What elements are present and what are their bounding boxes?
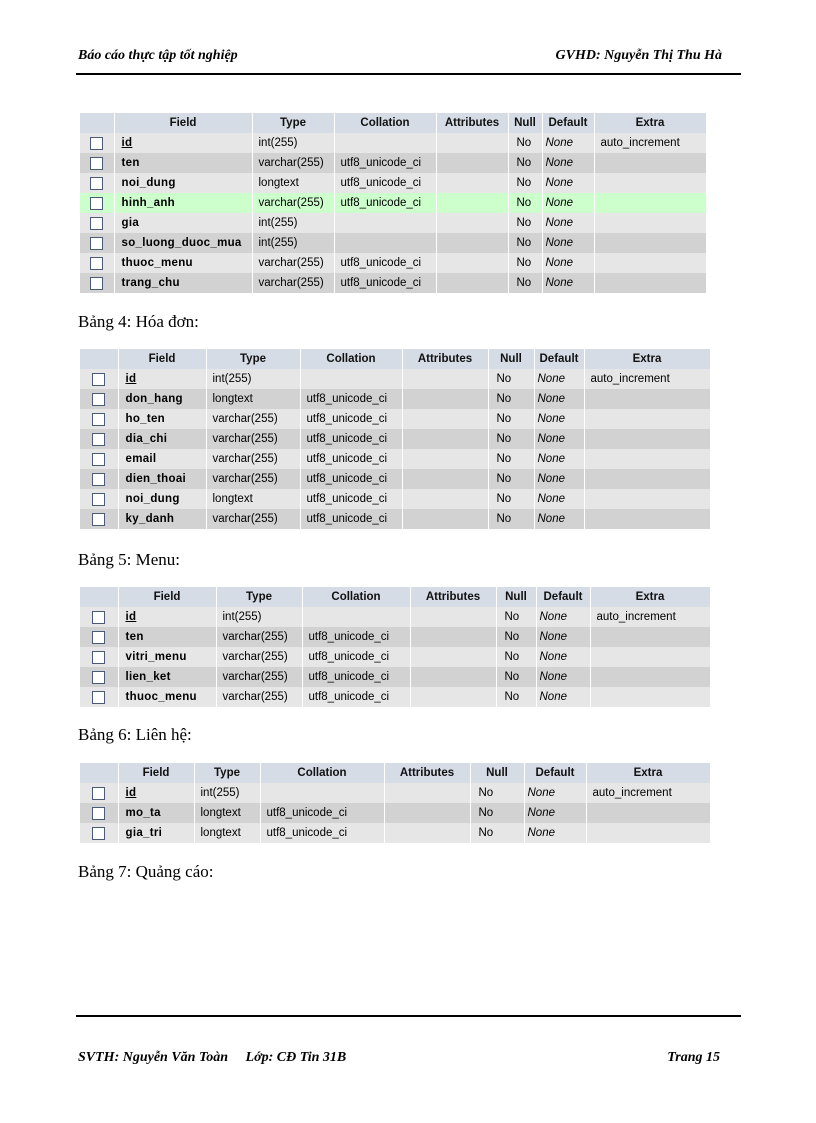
row-checkbox[interactable] [92,433,105,446]
cell-default: None [536,667,590,687]
row-select-cell [80,409,118,429]
column-header-collation[interactable]: Collation [300,349,402,369]
cell-extra [586,823,710,843]
cell-type: varchar(255) [206,409,300,429]
cell-attributes [384,823,470,843]
cell-default: None [536,607,590,627]
cell-field[interactable]: mo_ta [118,803,194,823]
caption-bang-4: Bảng 4: Hóa đơn: [78,312,199,331]
cell-null: No [470,783,524,803]
cell-type: varchar(255) [206,449,300,469]
cell-type: int(255) [252,233,334,253]
cell-attributes [402,509,488,529]
row-select-cell [80,213,114,233]
cell-field[interactable]: gia_tri [118,823,194,843]
cell-collation: utf8_unicode_ci [300,409,402,429]
header-rule [76,73,741,75]
table-row [80,133,706,153]
cell-type: varchar(255) [206,469,300,489]
row-checkbox[interactable] [92,671,105,684]
cell-extra [590,667,710,687]
row-checkbox[interactable] [90,257,103,270]
column-header-attributes[interactable]: Attributes [402,349,488,369]
footer-page-number: Trang 15 [667,1050,720,1065]
cell-type: int(255) [252,133,334,153]
cell-field[interactable]: id [114,133,252,153]
cell-null: No [488,449,534,469]
column-header-type[interactable]: Type [216,587,302,607]
cell-type: int(255) [216,607,302,627]
column-header-null[interactable]: Null [496,587,536,607]
cell-attributes [436,173,508,193]
row-checkbox[interactable] [90,217,103,230]
cell-collation: utf8_unicode_ci [302,687,410,707]
cell-collation: utf8_unicode_ci [300,509,402,529]
cell-default: None [524,823,586,843]
row-select-cell [80,509,118,529]
cell-field[interactable]: id [118,783,194,803]
cell-attributes [436,273,508,293]
table-row [80,469,710,489]
cell-attributes [436,233,508,253]
cell-extra [594,253,706,273]
cell-extra: auto_increment [590,607,710,627]
cell-null: No [488,469,534,489]
cell-type: longtext [194,803,260,823]
row-checkbox[interactable] [92,807,105,820]
row-select-cell [80,153,114,173]
cell-field[interactable]: dien_thoai [118,469,206,489]
cell-null: No [508,233,542,253]
cell-null: No [488,509,534,529]
cell-field[interactable]: thuoc_menu [118,687,216,707]
cell-extra: auto_increment [594,133,706,153]
header-cell-blank [80,349,118,369]
cell-collation: utf8_unicode_ci [334,273,436,293]
cell-null: No [496,607,536,627]
cell-field[interactable]: gia [114,213,252,233]
cell-extra [594,273,706,293]
cell-default: None [542,253,594,273]
row-select-cell [80,627,118,647]
cell-null: No [508,273,542,293]
column-header-type[interactable]: Type [194,763,260,783]
cell-null: No [508,253,542,273]
column-header-collation[interactable]: Collation [334,113,436,133]
row-checkbox[interactable] [92,631,105,644]
row-select-cell [80,469,118,489]
cell-collation [334,133,436,153]
table-row [80,667,710,687]
row-select-cell [80,193,114,213]
cell-collation [300,369,402,389]
cell-collation: utf8_unicode_ci [334,173,436,193]
cell-attributes [402,409,488,429]
cell-collation: utf8_unicode_ci [300,429,402,449]
column-header-extra[interactable]: Extra [586,763,710,783]
cell-field[interactable]: noi_dung [118,489,206,509]
cell-collation: utf8_unicode_ci [302,627,410,647]
cell-collation: utf8_unicode_ci [334,253,436,273]
cell-null: No [496,667,536,687]
cell-type: varchar(255) [252,153,334,173]
cell-attributes [384,783,470,803]
caption-bang-5: Bảng 5: Menu: [78,550,180,569]
column-header-default[interactable]: Default [524,763,586,783]
cell-default: None [536,647,590,667]
cell-type: longtext [252,173,334,193]
cell-null: No [508,153,542,173]
cell-extra [584,469,710,489]
cell-collation [334,233,436,253]
cell-collation [302,607,410,627]
cell-extra [594,213,706,233]
row-select-cell [80,667,118,687]
cell-attributes [384,803,470,823]
cell-attributes [436,193,508,213]
cell-collation: utf8_unicode_ci [260,803,384,823]
cell-extra [590,647,710,667]
cell-collation: utf8_unicode_ci [334,193,436,213]
row-select-cell [80,173,114,193]
row-checkbox[interactable] [92,611,105,624]
cell-extra [584,489,710,509]
row-checkbox[interactable] [90,157,103,170]
footer-student: SVTH: Nguyễn Văn Toàn Lớp: CĐ Tin 31B [78,1050,347,1065]
cell-default: None [542,233,594,253]
row-select-cell [80,823,118,843]
cell-field[interactable]: don_hang [118,389,206,409]
cell-default: None [524,803,586,823]
cell-field[interactable]: ho_ten [118,409,206,429]
cell-attributes [410,667,496,687]
table-row [80,449,710,469]
cell-default: None [534,509,584,529]
row-checkbox[interactable] [92,493,105,506]
header-cell-blank [80,113,114,133]
row-select-cell [80,687,118,707]
cell-collation: utf8_unicode_ci [334,153,436,173]
cell-field[interactable]: ky_danh [118,509,206,529]
cell-collation: utf8_unicode_ci [300,469,402,489]
cell-type: int(255) [252,213,334,233]
header-report-title: Báo cáo thực tập tốt nghiệp [78,48,238,63]
cell-attributes [410,687,496,707]
row-select-cell [80,647,118,667]
page-footer [78,1050,740,1070]
column-header-default[interactable]: Default [534,349,584,369]
cell-attributes [402,369,488,389]
cell-attributes [436,213,508,233]
column-header-default[interactable]: Default [542,113,594,133]
cell-extra [590,687,710,707]
cell-default: None [534,469,584,489]
table-row [80,803,710,823]
table-row [80,389,710,409]
row-checkbox[interactable] [90,197,103,210]
cell-null: No [470,823,524,843]
row-checkbox[interactable] [92,473,105,486]
cell-extra: auto_increment [584,369,710,389]
row-select-cell [80,389,118,409]
cell-null: No [470,803,524,823]
cell-default: None [542,213,594,233]
cell-type: longtext [194,823,260,843]
caption-bang-6: Bảng 6: Liên hệ: [78,725,192,744]
cell-null: No [488,429,534,449]
cell-type: varchar(255) [216,627,302,647]
cell-default: None [542,133,594,153]
cell-default: None [534,369,584,389]
cell-default: None [534,489,584,509]
cell-field[interactable]: hinh_anh [114,193,252,213]
table-header-row [80,113,706,133]
cell-type: varchar(255) [206,509,300,529]
row-select-cell [80,253,114,273]
cell-field[interactable]: id [118,369,206,389]
row-select-cell [80,803,118,823]
cell-collation: utf8_unicode_ci [300,449,402,469]
cell-extra [584,409,710,429]
cell-type: varchar(255) [252,193,334,213]
cell-attributes [402,429,488,449]
cell-null: No [488,369,534,389]
table-row [80,509,710,529]
column-header-collation[interactable]: Collation [302,587,410,607]
cell-type: varchar(255) [216,647,302,667]
cell-null: No [496,627,536,647]
row-checkbox[interactable] [90,177,103,190]
cell-field[interactable]: vitri_menu [118,647,216,667]
cell-field[interactable]: trang_chu [114,273,252,293]
cell-field[interactable]: thuoc_menu [114,253,252,273]
cell-null: No [496,647,536,667]
cell-default: None [534,429,584,449]
cell-attributes [436,153,508,173]
cell-default: None [524,783,586,803]
table-header-row [80,587,710,607]
row-checkbox[interactable] [92,651,105,664]
column-header-null[interactable]: Null [470,763,524,783]
column-header-null[interactable]: Null [508,113,542,133]
cell-collation [260,783,384,803]
cell-null: No [488,389,534,409]
row-checkbox[interactable] [92,453,105,466]
row-checkbox[interactable] [92,393,105,406]
cell-attributes [410,607,496,627]
cell-null: No [508,213,542,233]
column-header-extra[interactable]: Extra [584,349,710,369]
table-hoa-don [80,349,711,529]
row-select-cell [80,133,114,153]
table-row [80,233,706,253]
cell-type: int(255) [206,369,300,389]
table-row [80,369,710,389]
column-header-type[interactable]: Type [206,349,300,369]
column-header-null[interactable]: Null [488,349,534,369]
row-checkbox[interactable] [92,513,105,526]
column-header-attributes[interactable]: Attributes [436,113,508,133]
row-select-cell [80,783,118,803]
cell-collation: utf8_unicode_ci [300,489,402,509]
cell-type: varchar(255) [216,687,302,707]
column-header-field[interactable]: Field [118,349,206,369]
row-select-cell [80,369,118,389]
cell-default: None [534,389,584,409]
cell-default: None [542,193,594,213]
cell-null: No [488,489,534,509]
table-row [80,647,710,667]
column-header-collation[interactable]: Collation [260,763,384,783]
column-header-field[interactable]: Field [114,113,252,133]
row-select-cell [80,429,118,449]
cell-field[interactable]: lien_ket [118,667,216,687]
cell-default: None [536,627,590,647]
row-checkbox[interactable] [90,137,103,150]
column-header-extra[interactable]: Extra [594,113,706,133]
cell-default: None [534,449,584,469]
table-san-pham [80,113,707,293]
cell-attributes [402,469,488,489]
cell-attributes [402,389,488,409]
row-checkbox[interactable] [92,827,105,840]
table-row [80,193,706,213]
row-select-cell [80,233,114,253]
cell-null: No [508,193,542,213]
cell-null: No [496,687,536,707]
row-checkbox[interactable] [90,237,103,250]
table-row [80,607,710,627]
cell-extra [584,509,710,529]
cell-collation: utf8_unicode_ci [302,667,410,687]
table-row [80,173,706,193]
cell-null: No [508,133,542,153]
cell-extra [594,193,706,213]
cell-extra [594,233,706,253]
cell-default: None [542,153,594,173]
cell-extra [594,173,706,193]
table-row [80,823,710,843]
table-row [80,273,706,293]
table-row [80,253,706,273]
table-row [80,627,710,647]
cell-null: No [508,173,542,193]
cell-attributes [410,627,496,647]
table-row [80,783,710,803]
cell-type: varchar(255) [206,429,300,449]
column-header-default[interactable]: Default [536,587,590,607]
caption-bang-7: Bảng 7: Quảng cáo: [78,862,214,881]
cell-type: varchar(255) [216,667,302,687]
table-lien-he [80,763,711,843]
cell-extra [586,803,710,823]
cell-extra [590,627,710,647]
header-cell-blank [80,763,118,783]
row-checkbox[interactable] [92,691,105,704]
cell-attributes [436,133,508,153]
row-checkbox[interactable] [92,373,105,386]
table-row [80,687,710,707]
cell-collation: utf8_unicode_ci [260,823,384,843]
table-row [80,153,706,173]
cell-type: varchar(255) [252,273,334,293]
cell-field[interactable]: email [118,449,206,469]
row-select-cell [80,449,118,469]
cell-collation: utf8_unicode_ci [302,647,410,667]
cell-collation: utf8_unicode_ci [300,389,402,409]
cell-field[interactable]: ten [118,627,216,647]
cell-null: No [488,409,534,429]
row-checkbox[interactable] [92,413,105,426]
cell-attributes [402,489,488,509]
row-select-cell [80,273,114,293]
table-menu [80,587,711,707]
column-header-attributes[interactable]: Attributes [384,763,470,783]
table-row [80,489,710,509]
column-header-field[interactable]: Field [118,587,216,607]
page-header [78,48,740,68]
cell-field[interactable]: so_luong_duoc_mua [114,233,252,253]
cell-default: None [534,409,584,429]
row-select-cell [80,489,118,509]
cell-attributes [402,449,488,469]
cell-extra [584,429,710,449]
cell-extra: auto_increment [586,783,710,803]
cell-default: None [542,273,594,293]
cell-field[interactable]: id [118,607,216,627]
cell-extra [594,153,706,173]
row-select-cell [80,607,118,627]
row-checkbox[interactable] [92,787,105,800]
cell-collation [334,213,436,233]
cell-type: int(255) [194,783,260,803]
cell-field[interactable]: dia_chi [118,429,206,449]
column-header-extra[interactable]: Extra [590,587,710,607]
cell-type: longtext [206,389,300,409]
cell-field[interactable]: ten [114,153,252,173]
table-row [80,429,710,449]
footer-rule [76,1015,741,1017]
table-header-row [80,763,710,783]
cell-type: varchar(255) [252,253,334,273]
cell-field[interactable]: noi_dung [114,173,252,193]
table-row [80,213,706,233]
table-row [80,409,710,429]
cell-extra [584,449,710,469]
cell-default: None [542,173,594,193]
cell-type: longtext [206,489,300,509]
column-header-attributes[interactable]: Attributes [410,587,496,607]
cell-extra [584,389,710,409]
header-advisor: GVHD: Nguyễn Thị Thu Hà [555,48,722,63]
cell-default: None [536,687,590,707]
header-cell-blank [80,587,118,607]
cell-attributes [410,647,496,667]
row-checkbox[interactable] [90,277,103,290]
column-header-field[interactable]: Field [118,763,194,783]
table-header-row [80,349,710,369]
column-header-type[interactable]: Type [252,113,334,133]
cell-attributes [436,253,508,273]
